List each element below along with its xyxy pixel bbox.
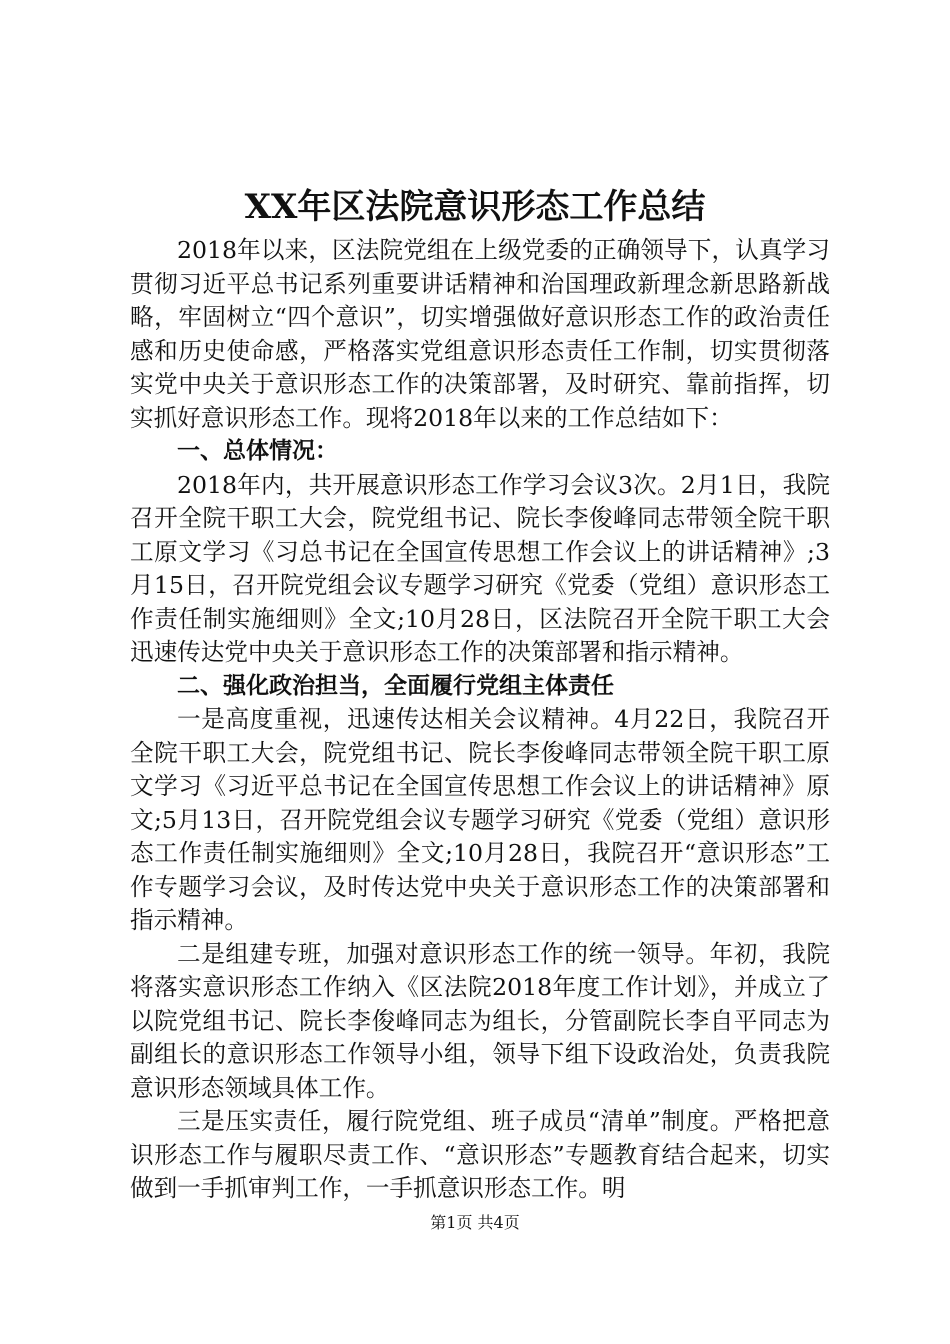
- section-2-paragraph-3: 三是压实责任，履行院党组、班子成员“清单”制度。严格把意识形态工作与履职尽责工作、“意识形态”专题教育结合起来，切实做到一手抓审判工作，一手抓意识形态工作。明: [130, 1107, 830, 1202]
- section-1-heading: 一、总体情况：: [177, 438, 338, 464]
- document-title: XX年区法院意识形态工作总结: [244, 187, 706, 227]
- section-2-paragraph-1: 一是高度重视，迅速传达相关会议精神。4月22日，我院召开全院干职工大会，院党组书记、院长李俊峰同志带领全院干职工原文学习《习近平总书记在全国宣传思想工作会议上的讲话精神》原文;5月13日，召开院党组会议专题学习研究《党委（党组）意识形态工作责任制实施细则》全文;10月28日，我院召开“意识形态”工作专题学习会议，及时传达党中央关于意识形态工作的决策部署和指示精神。: [130, 705, 830, 934]
- document-body: [130, 234, 830, 1206]
- section-2-paragraph-2: 二是组建专班，加强对意识形态工作的统一领导。年初，我院将落实意识形态工作纳入《区法院2018年度工作计划》，并成立了以院党组书记、院长李俊峰同志为组长，分管副院长李自平同志为副组长的意识形态工作领导小组，领导下组下设政治处，负责我院意识形态领域具体工作。: [130, 939, 830, 1102]
- page-number-footer: 第1页 共4页: [430, 1213, 520, 1232]
- intro-paragraph: 2018年以来，区法院党组在上级党委的正确领导下，认真学习贯彻习近平总书记系列重要讲话精神和治国理政新理念新思路新战略，牢固树立“四个意识”，切实增强做好意识形态工作的政治责任感和历史使命感，严格落实党组意识形态责任工作制，切实贯彻落实党中央关于意识形态工作的决策部署，及时研究、靠前指挥，切实抓好意识形态工作。现将2018年以来的工作总结如下：: [130, 236, 830, 432]
- section-2-heading: 二、强化政治担当，全面履行党组主体责任: [177, 672, 614, 699]
- section-1-paragraph: 2018年内，共开展意识形态工作学习会议3次。2月1日，我院召开全院干职工大会，院党组书记、院长李俊峰同志带领全院干职工原文学习《习总书记在全国宣传思想工作会议上的讲话精神》;3月15日，召开院党组会议专题学习研究《党委（党组）意识形态工作责任制实施细则》全文;10月28日，区法院召开全院干职工大会迅速传达党中央关于意识形态工作的决策部署和指示精神。: [130, 470, 830, 666]
